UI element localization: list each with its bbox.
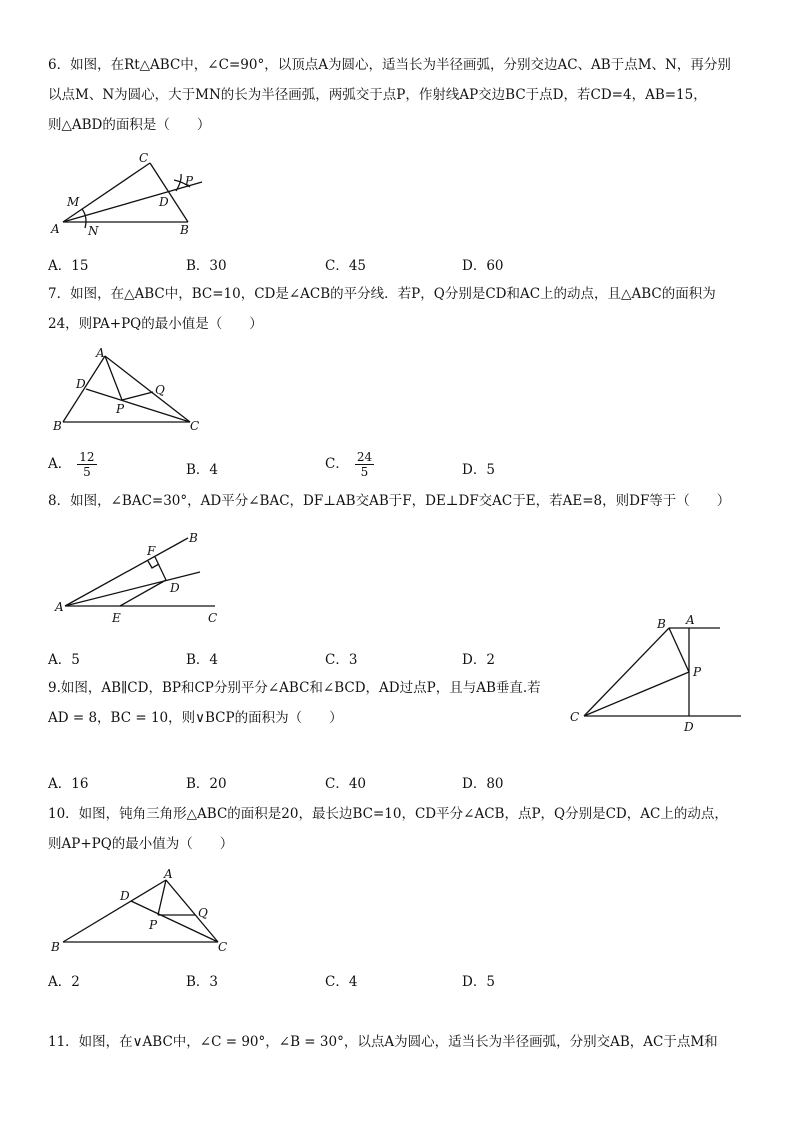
q6-label-n: N bbox=[88, 224, 99, 238]
q10-option-a[interactable]: A．2 bbox=[48, 974, 80, 990]
q10-option-d[interactable]: D．5 bbox=[462, 974, 495, 990]
q9-label-c: C bbox=[570, 710, 580, 724]
question-8-line-1: 8．如图，∠BAC=30°，AD平分∠BAC，DF⊥AB交AB于F，DE⊥DF交AC于E，若AE=8，则DF等于（ ） bbox=[48, 493, 731, 509]
q7-option-b[interactable]: B．4 bbox=[186, 462, 219, 478]
q7-label-b: B bbox=[53, 419, 62, 433]
question-10-line-2: 则AP+PQ的最小值为（ ） bbox=[48, 836, 234, 852]
q10-label-q: Q bbox=[198, 906, 208, 920]
question-11 bbox=[48, 1027, 748, 1057]
question-7-line-1: 7．如图，在△ABC中，BC=10，CD是∠ACB的平分线．若P，Q分别是CD和AC上的动点，且△ABC的面积为 bbox=[48, 286, 716, 302]
q7-option-d[interactable]: D．5 bbox=[462, 462, 495, 478]
q8-option-c[interactable]: C．3 bbox=[325, 652, 358, 668]
q7-option-c-num: 24 bbox=[356, 450, 373, 464]
q10-label-c: C bbox=[218, 940, 228, 954]
q7-option-c-den: 5 bbox=[360, 465, 369, 479]
q7-label-c: C bbox=[190, 419, 200, 433]
q10-label-d: D bbox=[120, 889, 130, 903]
q9-label-a: A bbox=[686, 613, 695, 627]
q6-option-a[interactable]: A．15 bbox=[48, 258, 89, 274]
q10-label-a: A bbox=[164, 867, 173, 881]
q6-label-c: C bbox=[139, 151, 149, 165]
q7-option-a-letter: A． bbox=[48, 456, 72, 472]
q6-option-d[interactable]: D．60 bbox=[462, 258, 504, 274]
q9-option-b[interactable]: B．20 bbox=[186, 776, 227, 792]
q6-option-c[interactable]: C．45 bbox=[325, 258, 367, 274]
q7-label-d: D bbox=[76, 377, 86, 391]
q8-label-b: B bbox=[189, 531, 198, 545]
q6-label-a: A bbox=[51, 222, 60, 236]
q10-label-p: P bbox=[149, 918, 158, 932]
question-10-line-1: 10．如图，钝角三角形△ABC的面积是20，最长边BC=10，CD平分∠ACB，点P，Q分别是CD，AC上的动点， bbox=[48, 806, 728, 822]
q8-option-a[interactable]: A．5 bbox=[48, 652, 80, 668]
q7-label-a: A bbox=[96, 346, 105, 360]
q7-option-a-num: 12 bbox=[79, 450, 95, 464]
q10-option-b[interactable]: B．3 bbox=[186, 974, 219, 990]
question-9-line-1: 9.如图，AB∥CD，BP和CP分别平分∠ABC和∠BCD，AD过点P，且与AB垂直.若 bbox=[48, 680, 541, 696]
question-11-line-1: 11．如图，在∨ABC中，∠C = 90°，∠B = 30°，以点A为圆心，适当长为半径画弧，分别交AB，AC于点M和 bbox=[48, 1034, 718, 1050]
q6-label-d: D bbox=[159, 195, 169, 209]
question-7-line-2: 24，则PA+PQ的最小值是（ ） bbox=[48, 316, 263, 332]
q8-label-d: D bbox=[170, 581, 180, 595]
question-6-line-1: 6．如图，在Rt△ABC中，∠C=90°，以顶点A为圆心，适当长为半径画弧，分别交边AC、AB于点M、N，再分别 bbox=[48, 57, 731, 73]
q6-label-b: B bbox=[180, 223, 189, 237]
q7-label-p: P bbox=[116, 402, 125, 416]
q7-label-q: Q bbox=[155, 383, 165, 397]
q6-label-p: P bbox=[185, 174, 194, 188]
q10-option-c[interactable]: C．4 bbox=[325, 974, 358, 990]
question-6-line-3: 则△ABD的面积是（ ） bbox=[48, 117, 211, 133]
q9-option-a[interactable]: A．16 bbox=[48, 776, 89, 792]
q8-option-d[interactable]: D．2 bbox=[462, 652, 495, 668]
q9-label-b: B bbox=[657, 617, 666, 631]
question-9-line-2: AD = 8，BC = 10，则∨BCP的面积为（ ） bbox=[48, 710, 343, 726]
q8-label-e: E bbox=[112, 611, 121, 625]
q9-option-d[interactable]: D．80 bbox=[462, 776, 504, 792]
q9-label-p: P bbox=[693, 665, 702, 679]
q6-option-b[interactable]: B．30 bbox=[186, 258, 227, 274]
q7-option-c-letter: C． bbox=[325, 456, 349, 472]
question-6-line-2: 以点M、N为圆心，大于MN的长为半径画弧，两弧交于点P，作射线AP交边BC于点D，若CD=4，AB=15， bbox=[48, 87, 707, 103]
q6-label-m: M bbox=[67, 195, 80, 209]
q10-label-b: B bbox=[51, 940, 60, 954]
q8-label-c: C bbox=[208, 611, 218, 625]
question-10-options bbox=[48, 970, 748, 994]
q7-option-a-den: 5 bbox=[83, 465, 91, 479]
q9-label-d: D bbox=[684, 720, 694, 734]
q8-label-f: F bbox=[147, 544, 156, 558]
q8-option-b[interactable]: B．4 bbox=[186, 652, 219, 668]
q8-label-a: A bbox=[55, 600, 64, 614]
q9-option-c[interactable]: C．40 bbox=[325, 776, 367, 792]
